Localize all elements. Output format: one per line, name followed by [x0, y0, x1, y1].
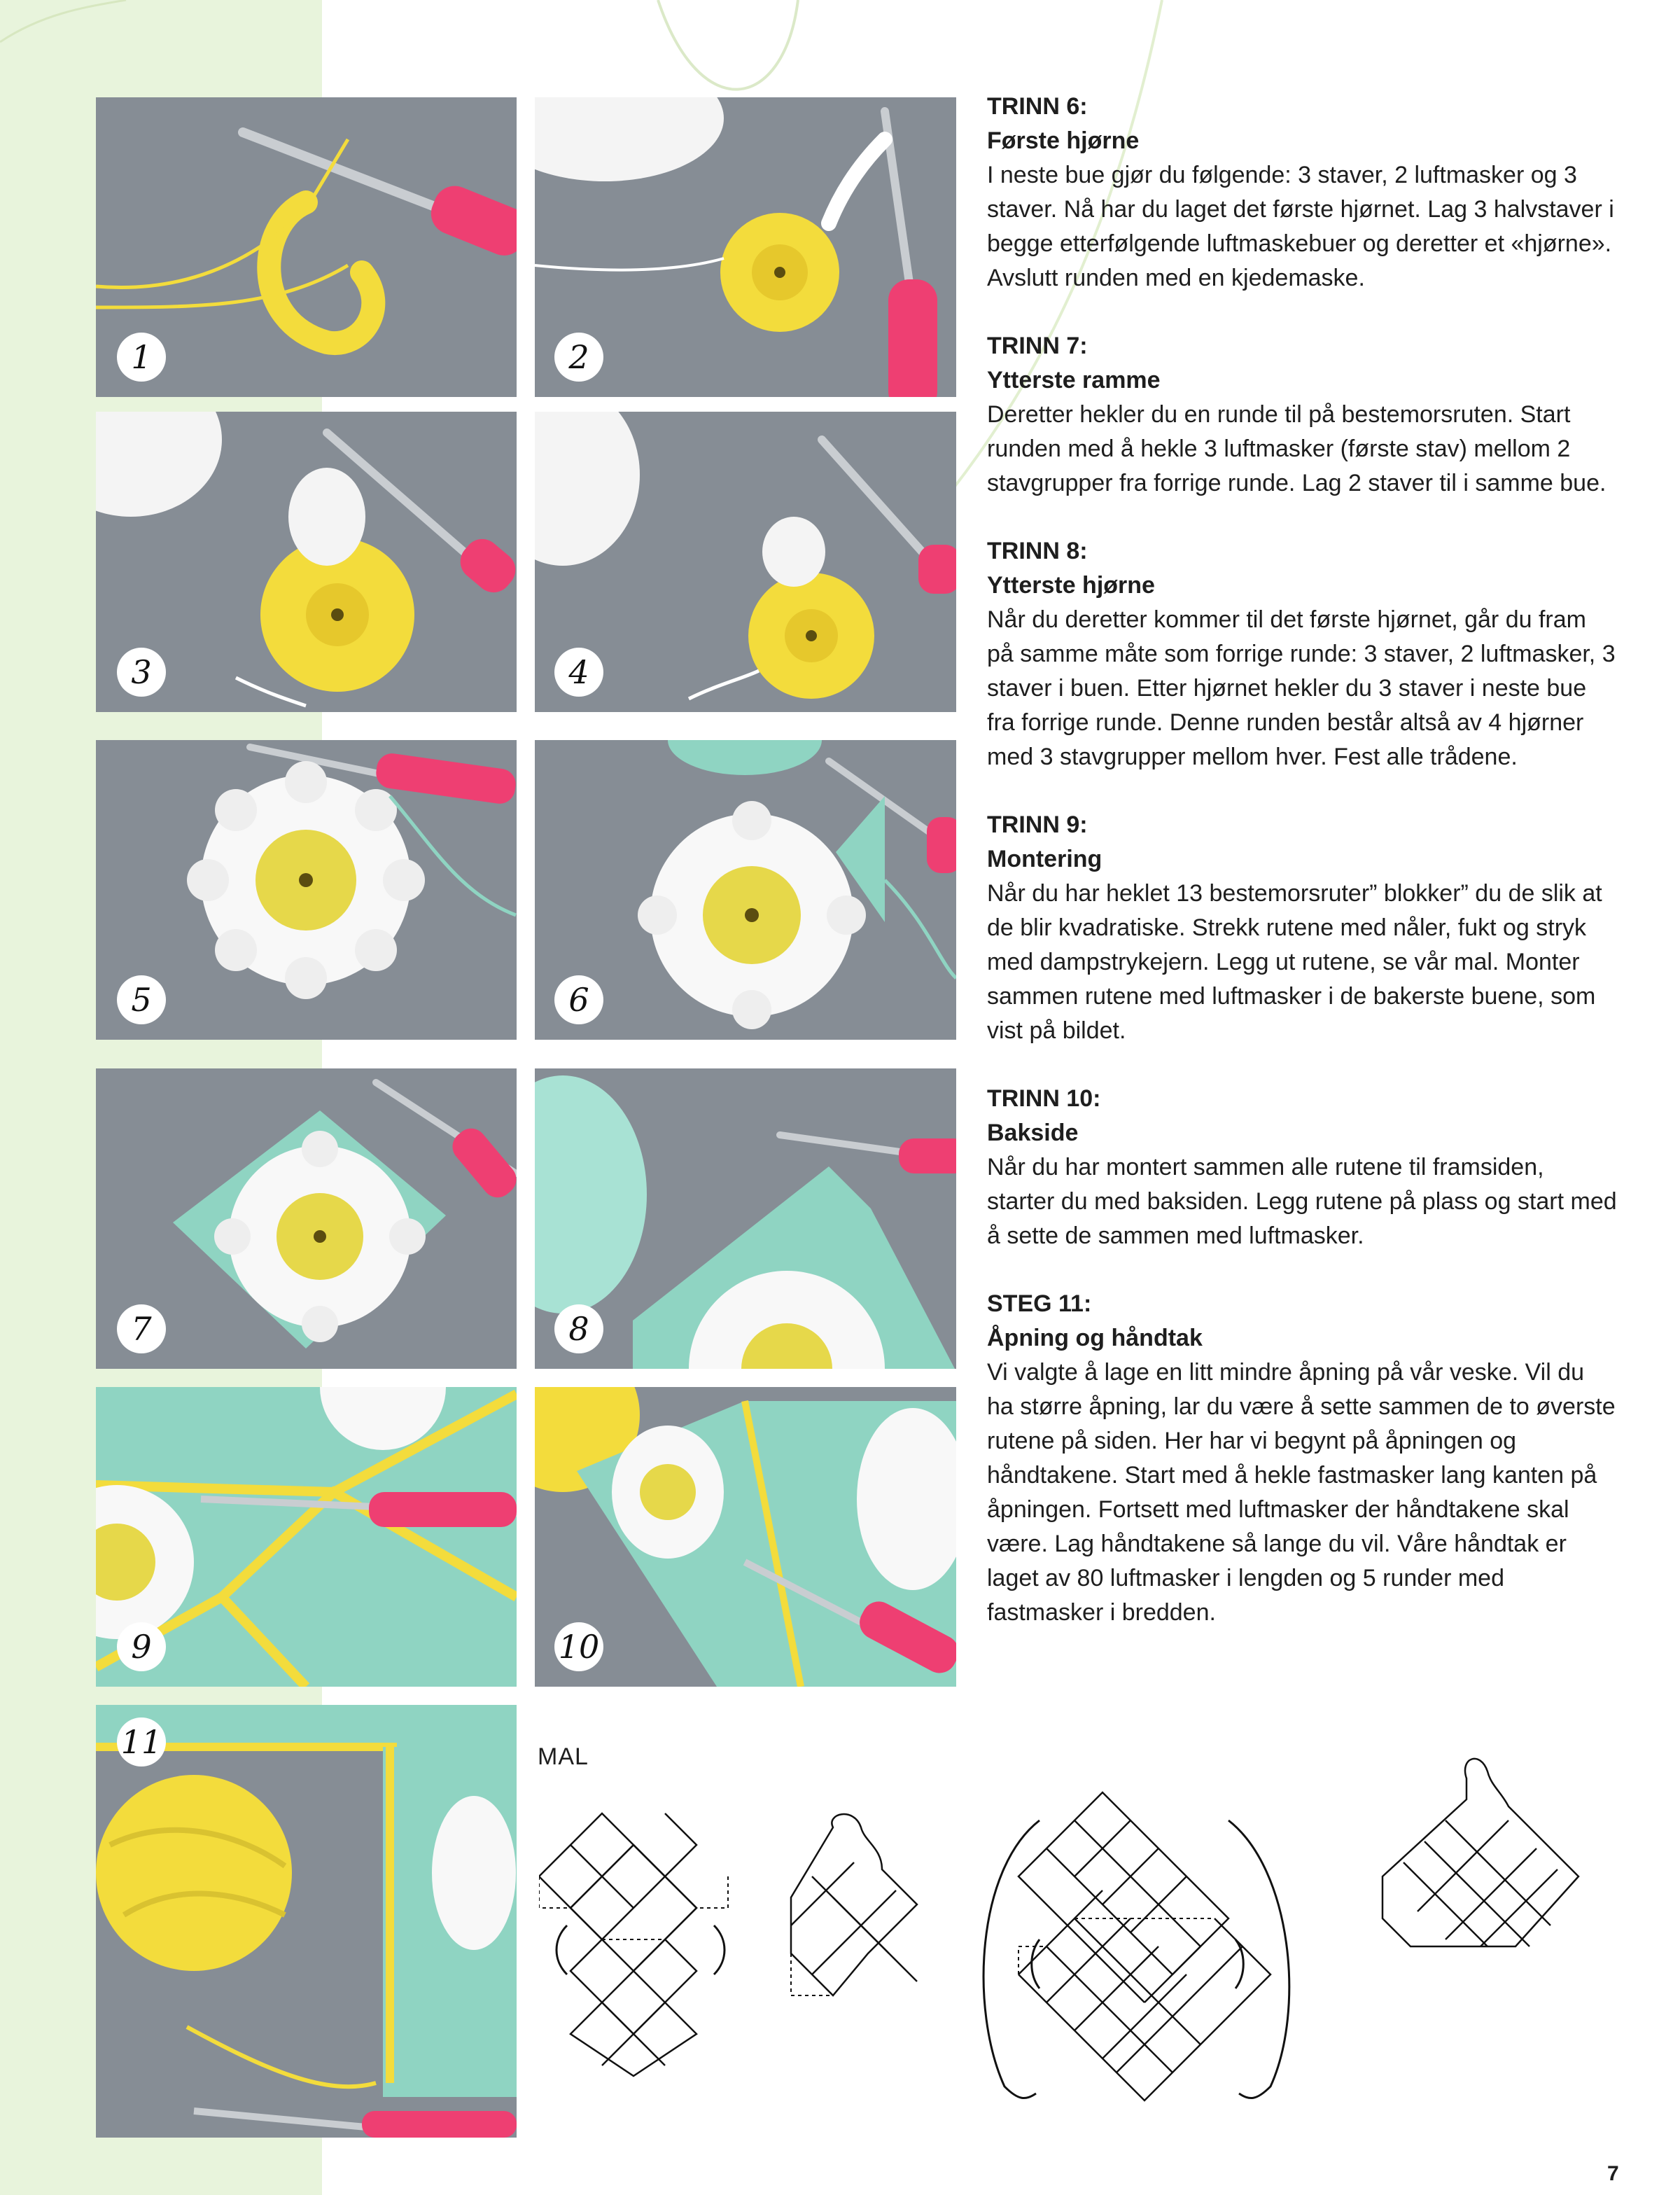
pattern-diagram-3	[969, 1785, 1326, 2114]
step-photo-3	[96, 412, 517, 712]
photo-11-image	[96, 1705, 517, 2138]
step-number-badge: 11	[117, 1717, 166, 1767]
step-number-badge: 10	[554, 1622, 603, 1671]
page-number: 7	[1607, 2162, 1619, 2185]
step-text: Når du deretter kommer til det første hjørnet, går du fram på samme måte som forrige runde: 3 staver, 2 luftmasker, 3 staver i buen. Etter hjørnet hekler du 3 staver i neste bue fra forrige runde. Denne runden består altså av 4 hjørner med 3 stavgrupper mellom hver. Fest alle trådene.	[987, 606, 1616, 770]
step-photo-8	[535, 1068, 956, 1369]
step-section-11	[987, 1287, 1617, 1630]
step-number-badge: 4	[554, 648, 603, 697]
step-number-badge: 2	[554, 333, 603, 382]
step-photo-9	[96, 1387, 517, 1687]
step-photo-4	[535, 412, 956, 712]
step-section-10	[987, 1082, 1617, 1253]
pattern-diagram-4	[1376, 1750, 1586, 2016]
step-text: I neste bue gjør du følgende: 3 staver, 2 luftmasker og 3 staver. Nå har du laget det første hjørnet. Lag 3 halvstaver i begge etterfølgende luftmaskebuer og deretter et «hjørne». Avslutt runden med en kjedemaske.	[987, 162, 1614, 291]
step-heading: TRINN 6:	[987, 93, 1088, 120]
step-section-8	[987, 534, 1617, 774]
step-photo-1	[96, 97, 517, 397]
step-section-6	[987, 90, 1617, 295]
step-subheading: Ytterste hjørne	[987, 572, 1155, 599]
step-section-9	[987, 808, 1617, 1048]
step-heading: TRINN 10:	[987, 1085, 1101, 1112]
step-number-badge: 6	[554, 975, 603, 1024]
step-subheading: Ytterste ramme	[987, 367, 1161, 393]
step-section-7	[987, 329, 1617, 501]
step-number-badge: 7	[117, 1304, 166, 1353]
step-number-badge: 8	[554, 1304, 603, 1353]
step-subheading: Bakside	[987, 1120, 1079, 1146]
step-number-badge: 9	[117, 1622, 166, 1671]
step-text: Vi valgte å lage en litt mindre åpning på vår veske. Vil du ha større åpning, lar du være å sette sammen de to øverste rutene på siden. Her har vi begynt på åpningen og håndtakene. Start med å hekle fastmasker lang kanten på åpningen. Fortsett med luftmasker der håndtakene skal være. Lag håndtakene så lange du vil. Våre håndtak er laget av 80 luftmasker i lengden og 5 runder med fastmasker i bredden.	[987, 1359, 1616, 1626]
step-photo-5	[96, 740, 517, 1040]
step-subheading: Montering	[987, 846, 1102, 872]
step-photo-10	[535, 1387, 956, 1687]
step-text: Når du har montert sammen alle rutene til framsiden, starter du med baksiden. Legg rutene på plass og start med å sette de sammen med luftmasker.	[987, 1154, 1617, 1249]
pattern-diagram-2	[784, 1806, 924, 2016]
step-heading: TRINN 8:	[987, 538, 1088, 564]
step-heading: TRINN 9:	[987, 811, 1088, 838]
step-text: Når du har heklet 13 bestemorsruter” blokker” du de slik at de blir kvadratiske. Strekk rutene med nåler, fukt og stryk med dampstrykejern. Legg ut rutene, se vår mal. Monter sammen rutene med luftmasker i de bakerste buene, som vist på bildet.	[987, 880, 1602, 1044]
step-photo-6	[535, 740, 956, 1040]
step-subheading: Første hjørne	[987, 127, 1140, 154]
step-number-badge: 5	[117, 975, 166, 1024]
step-text: Deretter hekler du en runde til på bestemorsruten. Start runden med å hekle 3 luftmasker (første stav) mellom 2 stavgrupper fra forrige runde. Lag 2 staver til i samme bue.	[987, 401, 1606, 496]
step-subheading: Åpning og håndtak	[987, 1325, 1203, 1351]
pattern-label: MAL	[538, 1743, 589, 1770]
instructions-column	[987, 90, 1617, 1664]
step-photo-7	[96, 1068, 517, 1369]
step-number-badge: 3	[117, 648, 166, 697]
step-heading: STEG 11:	[987, 1290, 1092, 1317]
step-heading: TRINN 7:	[987, 333, 1088, 359]
step-photo-11	[96, 1705, 517, 2138]
step-number-badge: 1	[117, 333, 166, 382]
pattern-diagram-1	[539, 1806, 756, 2079]
step-photo-2	[535, 97, 956, 397]
